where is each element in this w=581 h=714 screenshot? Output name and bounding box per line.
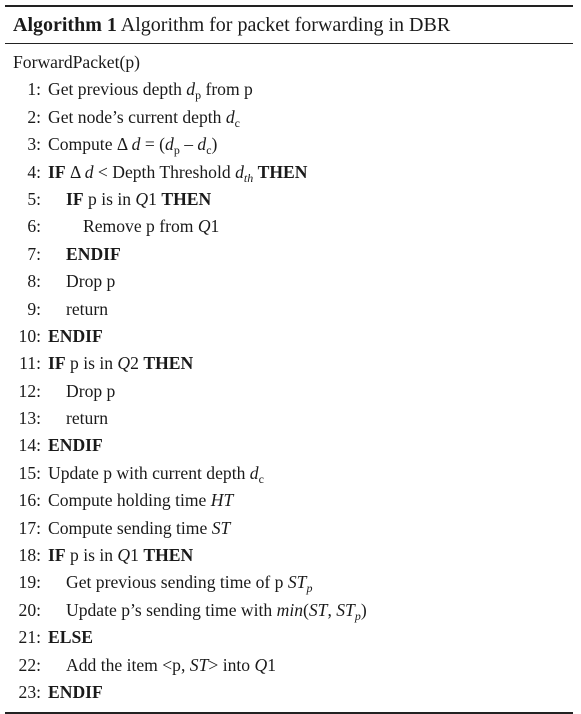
line-content: [66, 408, 108, 428]
line-content: [48, 435, 103, 455]
text-run: 1: [267, 654, 276, 675]
math-variable: HT: [210, 490, 234, 511]
keyword: ENDIF: [48, 325, 103, 346]
line-content: [66, 381, 115, 401]
keyword: ENDIF: [48, 681, 103, 702]
text-run: return: [66, 408, 109, 429]
line-number: 22:: [18, 654, 41, 675]
keyword: THEN: [143, 545, 194, 566]
line-content: [48, 79, 253, 103]
algorithm-line: [5, 104, 573, 131]
math-variable: ST: [336, 599, 355, 620]
line-content: [48, 518, 230, 538]
line-number: 11:: [19, 353, 41, 374]
line-content: [66, 572, 313, 596]
text-run: p is in: [83, 188, 136, 209]
math-variable: Q: [197, 216, 211, 237]
math-variable: d: [186, 79, 196, 100]
line-number: 15:: [18, 462, 41, 483]
algorithm-line: [5, 131, 573, 158]
line-number: 18:: [18, 545, 41, 566]
math-variable: d: [235, 161, 244, 182]
math-variable: ST: [308, 599, 328, 620]
text-run: ): [211, 134, 218, 155]
math-variable: Q: [117, 353, 131, 374]
math-variable: min: [276, 599, 303, 620]
keyword: IF: [48, 161, 66, 182]
text-run: Compute sending time: [48, 517, 212, 538]
text-run: Drop p: [66, 271, 116, 292]
math-variable: d: [165, 134, 174, 155]
text-run: Compute Δ: [48, 134, 132, 155]
text-run: return: [66, 298, 109, 319]
subscript: p: [306, 581, 313, 596]
line-content: [66, 189, 211, 209]
text-run: 1: [130, 545, 144, 566]
algorithm-line: [5, 241, 573, 268]
keyword: IF: [66, 188, 84, 209]
subscript: c: [234, 115, 240, 130]
algorithm-line: [5, 350, 573, 377]
text-run: 1: [148, 188, 162, 209]
text-run: 1: [210, 216, 220, 237]
algorithm-line: [5, 542, 573, 569]
text-run: –: [179, 134, 198, 155]
line-content: [66, 244, 121, 264]
text-run: Compute holding time: [48, 490, 211, 511]
subscript: p: [173, 143, 180, 158]
algorithm-line: [5, 460, 573, 487]
line-number: 2:: [27, 106, 41, 127]
algorithm-line: [5, 186, 573, 213]
line-number: 10:: [18, 325, 41, 346]
algorithm-body: [5, 44, 573, 712]
text-run: Get previous depth: [48, 79, 187, 100]
line-content: [48, 353, 193, 373]
line-number: 3:: [27, 134, 41, 155]
keyword: THEN: [161, 188, 212, 209]
math-variable: d: [84, 161, 94, 182]
algorithm-line: [5, 378, 573, 405]
line-content: [66, 599, 367, 623]
line-number: 8:: [27, 271, 41, 292]
math-variable: d: [225, 106, 235, 127]
keyword: ELSE: [48, 627, 93, 648]
caption-title: Algorithm for packet forwarding in DBR: [120, 14, 451, 36]
line-content: [66, 271, 115, 291]
algorithm-line: [5, 405, 573, 432]
keyword: THEN: [143, 353, 194, 374]
keyword: IF: [48, 353, 66, 374]
math-variable: ST: [189, 654, 209, 675]
text-run: > into: [208, 654, 255, 675]
text-run: from p: [201, 79, 253, 100]
algorithm-line: [5, 597, 573, 624]
algorithm-line: [5, 569, 573, 596]
text-run: < Depth Threshold: [93, 161, 236, 182]
line-number: 16:: [18, 490, 41, 511]
line-number: 4:: [27, 161, 41, 182]
keyword: ENDIF: [66, 243, 121, 264]
math-variable: Q: [117, 545, 131, 566]
text-run: = (: [140, 134, 166, 155]
math-variable: d: [197, 134, 207, 155]
line-number: 9:: [27, 298, 41, 319]
line-content: [48, 682, 103, 702]
math-variable: Q: [254, 654, 268, 675]
line-content: [48, 627, 93, 647]
subscript: c: [258, 472, 264, 487]
line-number: 1:: [27, 79, 41, 100]
caption-label: Algorithm 1: [13, 14, 117, 36]
line-content: [83, 216, 219, 236]
algorithm-line: [5, 652, 573, 679]
text-run: ): [360, 599, 367, 620]
keyword: ENDIF: [48, 435, 103, 456]
line-number: 14:: [18, 435, 41, 456]
algorithm-box: [5, 5, 573, 714]
line-number: 7:: [27, 243, 41, 264]
line-content: [48, 462, 264, 487]
line-number: 20:: [18, 599, 41, 620]
math-variable: d: [249, 462, 259, 483]
text-run: Update p with current depth: [48, 462, 250, 483]
algorithm-line: [5, 159, 573, 186]
line-content: [48, 326, 103, 346]
line-number: 19:: [18, 572, 41, 593]
line-number: 23:: [18, 681, 41, 702]
subscript: c: [206, 143, 212, 158]
math-variable: d: [131, 134, 141, 155]
text-run: 2: [130, 353, 144, 374]
line-content: [48, 161, 308, 185]
math-variable: ST: [211, 517, 231, 538]
algorithm-line: [5, 432, 573, 459]
text-run: Get node’s current depth: [48, 106, 226, 127]
algorithm-line: [5, 268, 573, 295]
line-number: 17:: [18, 517, 41, 538]
keyword: IF: [48, 545, 66, 566]
line-number: 12:: [18, 380, 41, 401]
algorithm-line: [5, 624, 573, 651]
text-run: p is in: [65, 545, 118, 566]
algorithm-line: [5, 213, 573, 240]
algorithm-caption: [5, 7, 573, 43]
algorithm-line: [5, 296, 573, 323]
text-run: Update p’s sending time with: [66, 599, 277, 620]
math-variable: Q: [135, 188, 149, 209]
text-run: Add the item <p,: [66, 654, 190, 675]
subscript: th: [243, 170, 254, 185]
line-content: [48, 106, 240, 130]
text-run: p is in: [65, 353, 118, 374]
text-run: Drop p: [66, 380, 116, 401]
line-number: 21:: [18, 627, 41, 648]
algorithm-line: [5, 323, 573, 350]
line-content: [48, 545, 193, 565]
algorithm-line: [5, 76, 573, 103]
line-number: 13:: [18, 408, 41, 429]
text-run: (: [303, 599, 309, 620]
keyword: THEN: [257, 161, 308, 182]
subscript: p: [195, 88, 202, 103]
text-run: Remove p from: [83, 216, 198, 237]
algorithm-line: [5, 515, 573, 542]
line-content: [48, 134, 218, 158]
algorithm-line: [5, 679, 573, 706]
procedure-signature: ForwardPacket(p): [13, 52, 141, 72]
line-number: 6:: [27, 216, 41, 237]
line-content: [66, 655, 276, 675]
line-number: 5:: [27, 188, 41, 209]
line-content: [48, 490, 233, 510]
text-run: Get previous sending time of p: [66, 572, 288, 593]
line-content: [66, 299, 108, 319]
math-variable: ST: [287, 572, 307, 593]
algorithm-line: [5, 487, 573, 514]
text-run: ,: [327, 599, 337, 620]
subscript: p: [354, 609, 361, 623]
text-run: Δ: [65, 161, 85, 182]
